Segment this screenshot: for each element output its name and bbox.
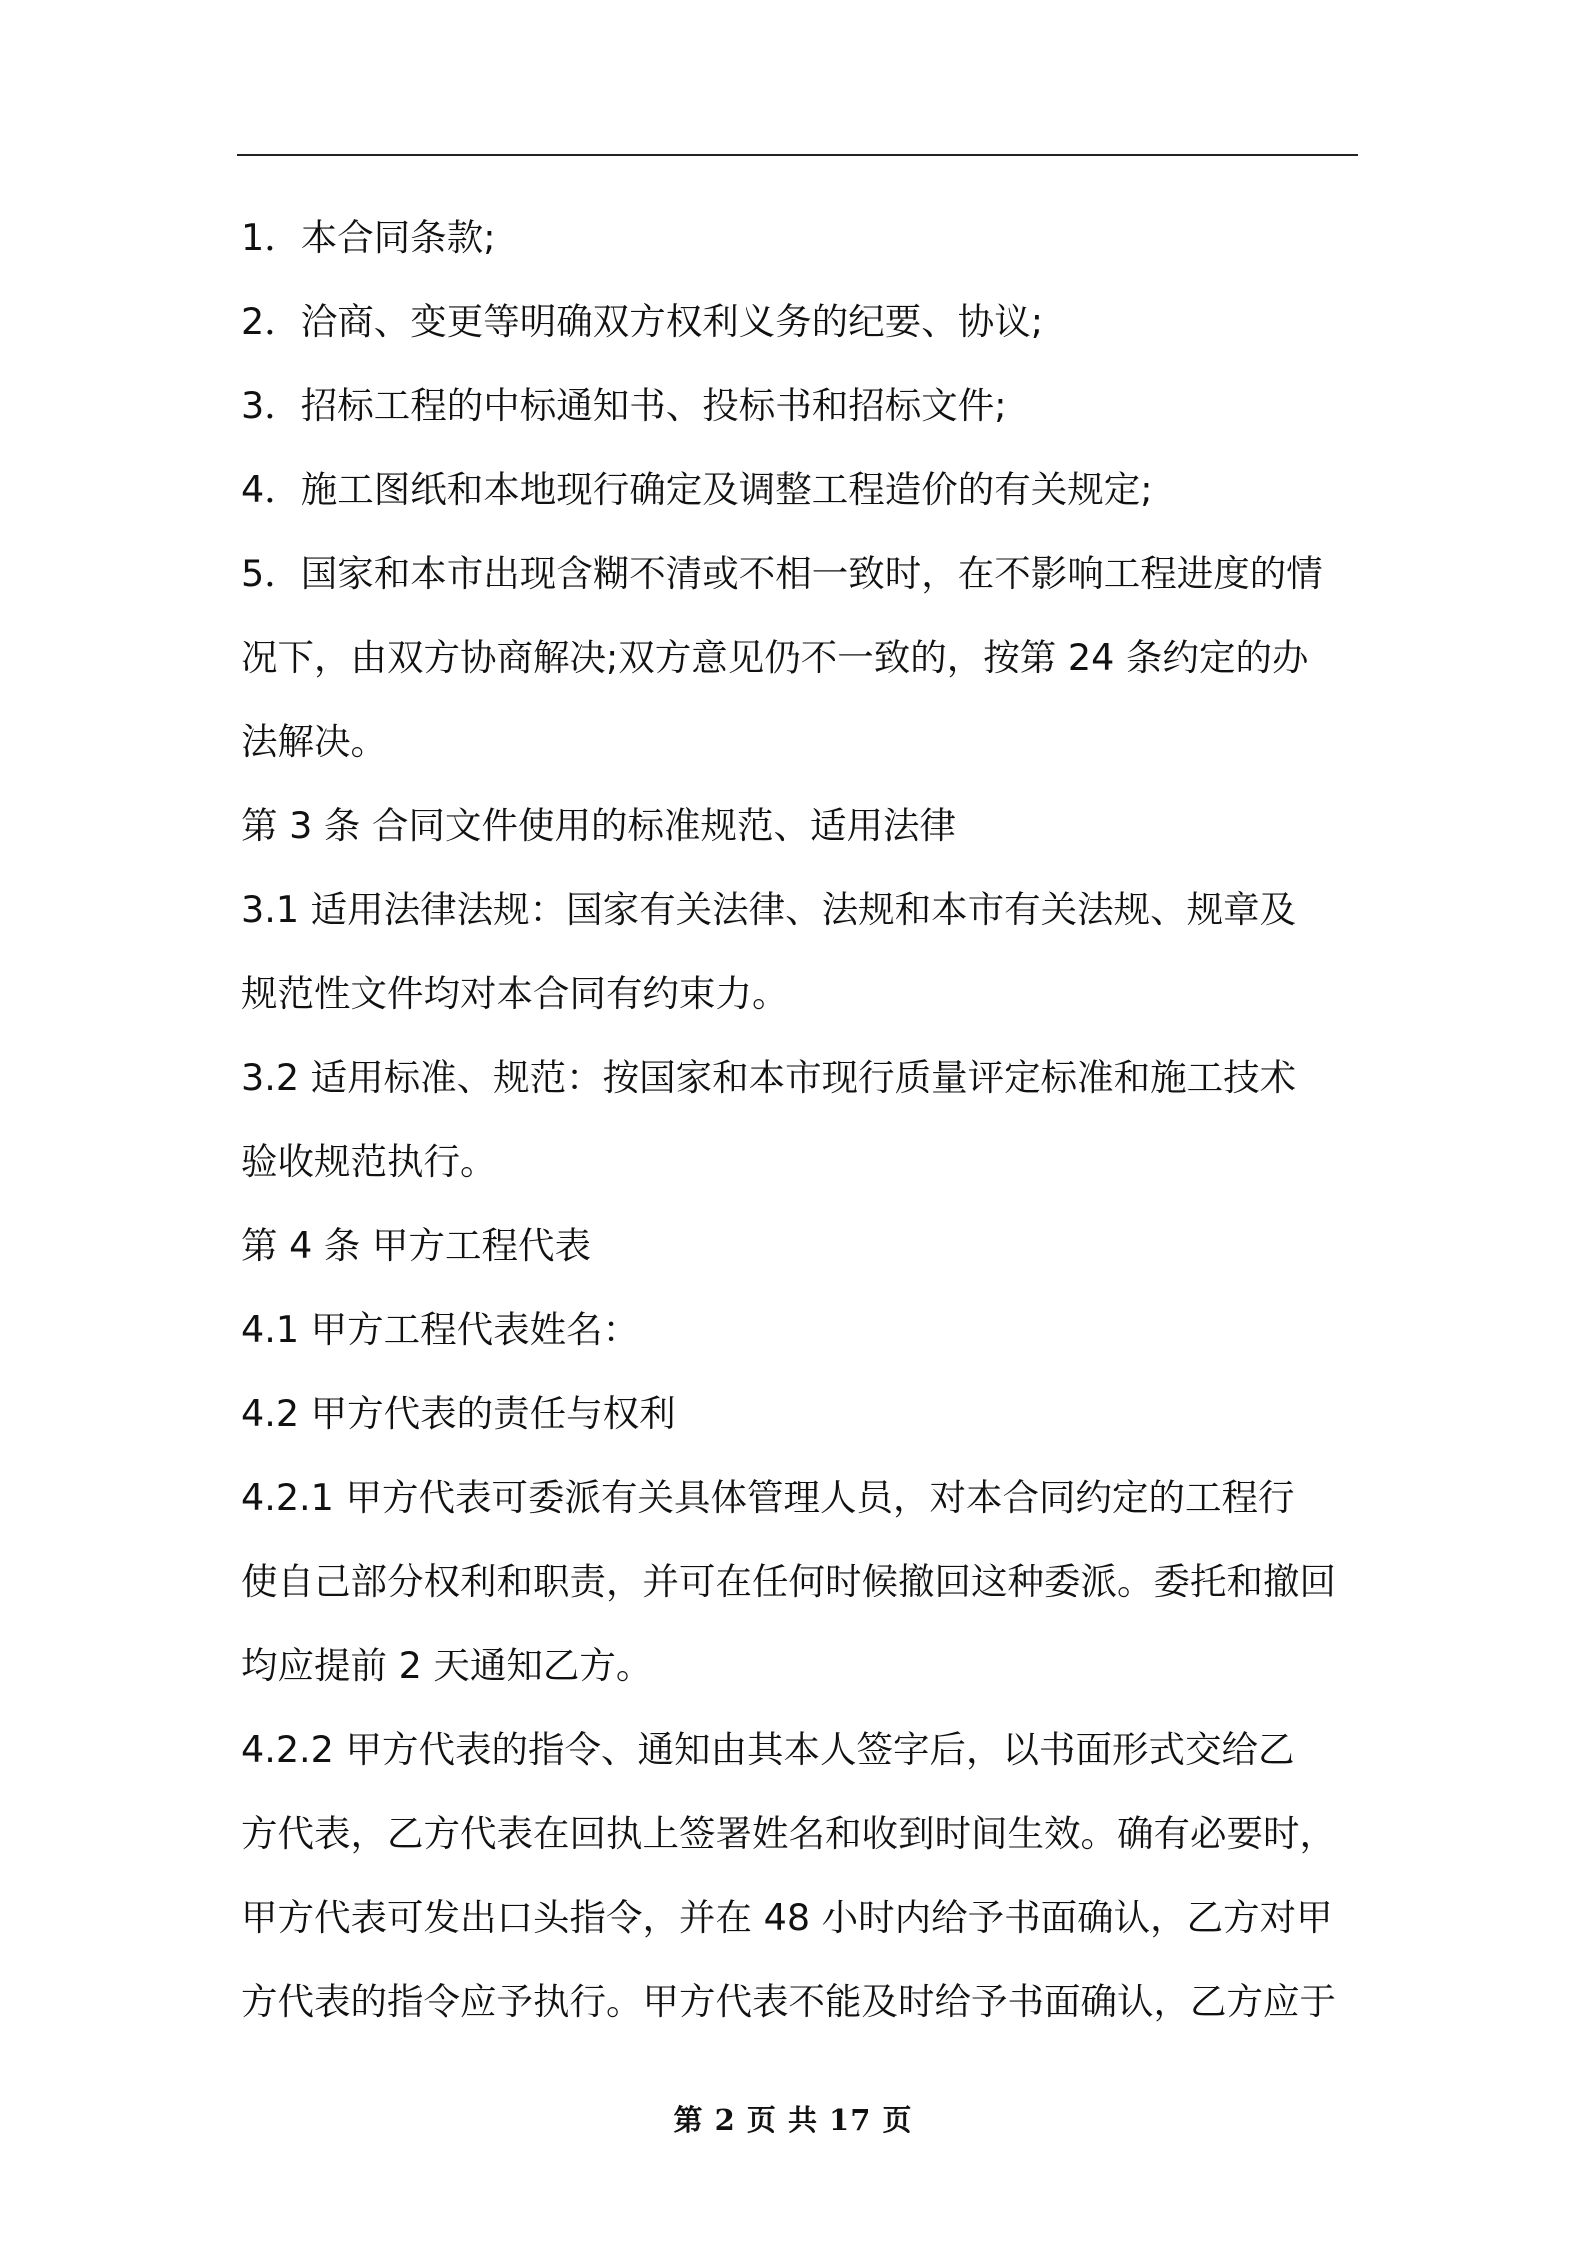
article-heading: 第 3 条 合同文件使用的标准规范、适用法律 [241, 804, 957, 847]
text-line: 4.1 甲方工程代表姓名： [241, 1308, 640, 1351]
text-line: 3.1 适用法律法规：国家有关法律、法规和本市有关法规、规章及 [241, 888, 1297, 931]
text-line: 1．本合同条款; [241, 216, 496, 259]
text-line: 规范性文件均对本合同有约束力。 [241, 972, 789, 1015]
text-line: 使自己部分权利和职责，并可在任何时候撤回这种委派。委托和撤回 [241, 1560, 1336, 1603]
header-rule [237, 154, 1358, 156]
text-line: 4.2.1 甲方代表可委派有关具体管理人员，对本合同约定的工程行 [241, 1476, 1295, 1519]
text-line: 4.2.2 甲方代表的指令、通知由其本人签字后，以书面形式交给乙 [241, 1728, 1295, 1771]
text-line: 法解决。 [241, 720, 387, 763]
text-line: 4．施工图纸和本地现行确定及调整工程造价的有关规定; [241, 468, 1153, 511]
text-line: 均应提前 2 天通知乙方。 [241, 1644, 653, 1687]
text-line: 验收规范执行。 [241, 1140, 497, 1183]
text-line: 况下，由双方协商解决;双方意见仍不一致的，按第 24 条约定的办 [241, 636, 1309, 679]
text-line: 2．洽商、变更等明确双方权利义务的纪要、协议; [241, 300, 1044, 343]
text-line: 方代表，乙方代表在回执上签署姓名和收到时间生效。确有必要时， [241, 1812, 1336, 1855]
text-line: 3.2 适用标准、规范：按国家和本市现行质量评定标准和施工技术 [241, 1056, 1297, 1099]
article-heading: 第 4 条 甲方工程代表 [241, 1224, 592, 1267]
text-line: 5．国家和本市出现含糊不清或不相一致时，在不影响工程进度的情 [241, 552, 1323, 595]
document-body [241, 196, 1365, 2044]
text-line: 方代表的指令应予执行。甲方代表不能及时给予书面确认，乙方应于 [241, 1980, 1336, 2023]
text-line: 甲方代表可发出口头指令，并在 48 小时内给予书面确认，乙方对甲 [241, 1896, 1333, 1939]
page-number-footer: 第 2 页 共 17 页 [673, 2103, 913, 2137]
text-line: 4.2 甲方代表的责任与权利 [241, 1392, 676, 1435]
text-line: 3．招标工程的中标通知书、投标书和招标文件; [241, 384, 1007, 427]
